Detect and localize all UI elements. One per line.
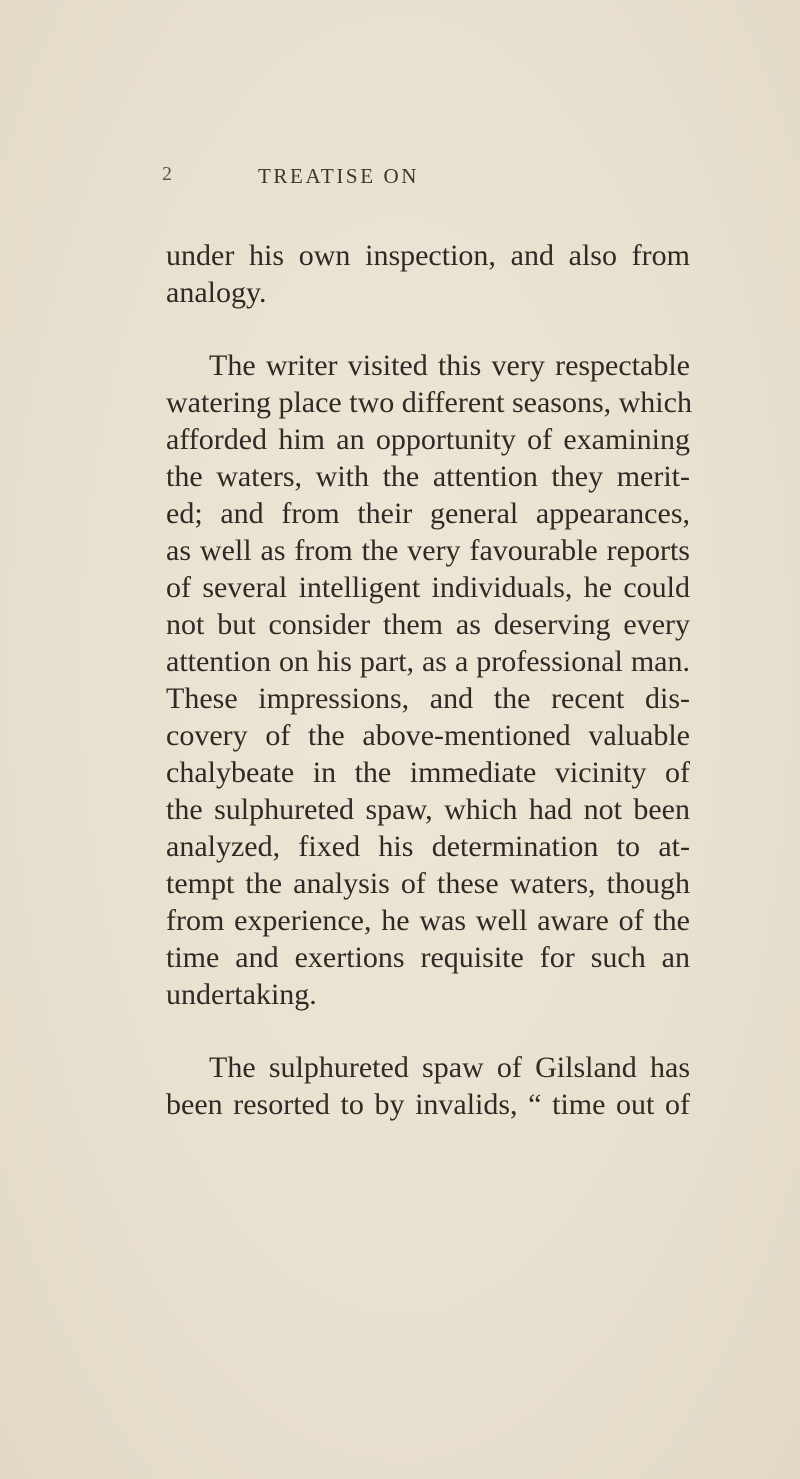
text-line: afforded him an opportunity of examining [166, 423, 690, 456]
page-number: 2 [162, 163, 172, 185]
text-line: under his own inspection, and also from [166, 239, 690, 272]
body-text [166, 237, 690, 1123]
text-line: covery of the above-mentioned valuable [166, 719, 690, 752]
text-line: tempt the analysis of these waters, though [166, 867, 690, 900]
paragraph-3 [166, 1049, 690, 1123]
text-line: ed; and from their general appearances, [166, 497, 690, 530]
text-line: the waters, with the attention they merit- [166, 460, 690, 493]
paragraph-1 [166, 237, 690, 311]
text-line: These impressions, and the recent dis- [166, 682, 690, 715]
text-line: The sulphureted spaw of Gilsland has [209, 1051, 690, 1084]
text-line: chalybeate in the immediate vicinity of [166, 756, 690, 789]
running-head: TREATISE ON [258, 164, 420, 188]
text-line: time and exertions requisite for such an [166, 941, 690, 974]
text-line: been resorted to by invalids, “ time out of [166, 1088, 690, 1121]
text-line: analyzed, fixed his determination to at- [166, 830, 690, 863]
text-line: attention on his part, as a professional man. [166, 645, 690, 678]
text-line: The writer visited this very respectable [209, 349, 690, 382]
text-line: the sulphureted spaw, which had not been [166, 793, 690, 826]
paragraph-2 [166, 347, 690, 1013]
text-line: watering place two different seasons, which [166, 386, 692, 419]
text-line: from experience, he was well aware of the [166, 904, 690, 937]
text-line: not but consider them as deserving every [166, 608, 690, 641]
text-line: of several intelligent individuals, he could [166, 571, 690, 604]
text-line: analogy. [166, 276, 267, 309]
text-line: undertaking. [166, 978, 317, 1011]
text-line: as well as from the very favourable reports [166, 534, 690, 567]
